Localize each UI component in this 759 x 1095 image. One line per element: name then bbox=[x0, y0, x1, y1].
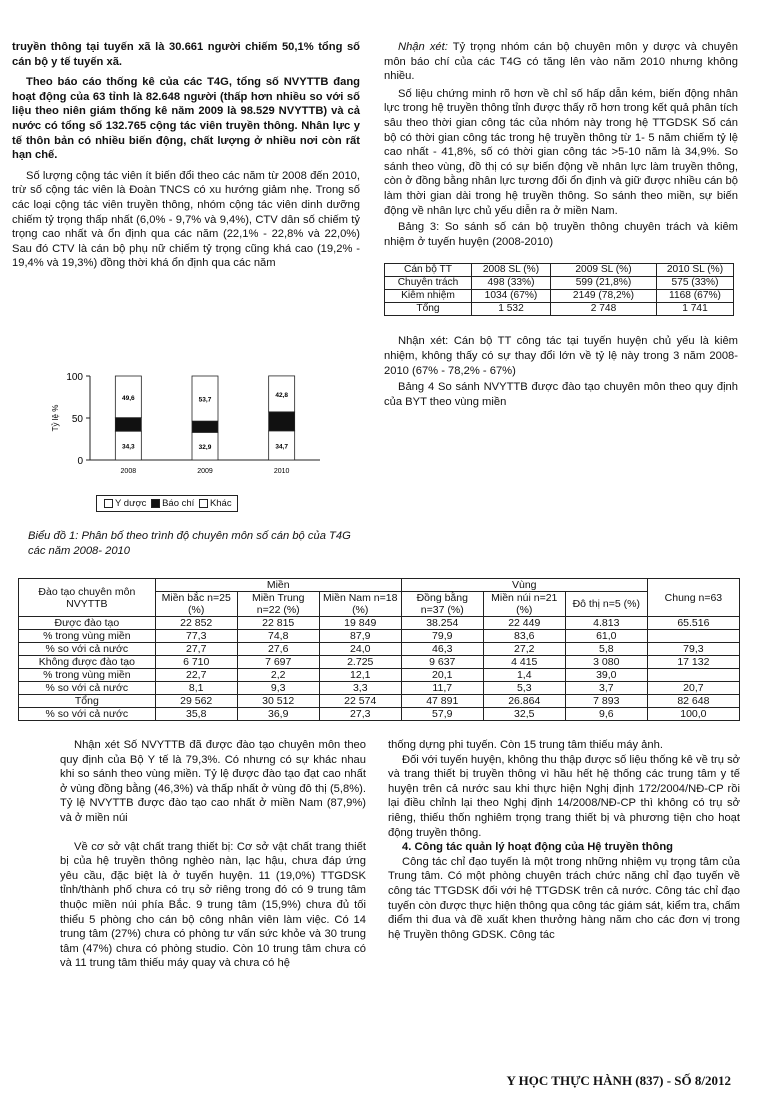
paragraph-text: Tỷ trọng nhóm cán bộ chuyên môn y dược và chuyên môn báo chí của các T4G có tăng lên vào năm 2010 nhưng không nhiều. bbox=[384, 41, 738, 83]
table-cell: Tổng bbox=[385, 303, 472, 316]
table-cell: 9,6 bbox=[565, 708, 647, 721]
table-cell: 22 449 bbox=[483, 617, 565, 630]
table-row bbox=[19, 617, 740, 630]
table-cell: 498 (33%) bbox=[472, 277, 551, 290]
table-cell: Được đào tạo bbox=[19, 617, 156, 630]
table-header-cell: 2009 SL (%) bbox=[551, 264, 657, 277]
table-cell: % trong vùng miền bbox=[19, 630, 156, 643]
y-axis-label: Tỷ lệ % bbox=[51, 404, 60, 432]
y-tick-label: 100 bbox=[66, 372, 83, 383]
table-cell: 9 637 bbox=[401, 656, 483, 669]
table-row bbox=[19, 708, 740, 721]
data-label: 42,8 bbox=[275, 391, 288, 399]
paragraph: truyền thông tại tuyến xã là 30.661 người chiếm 50,1% tổng số cán bộ y tế tuyến xã. bbox=[12, 41, 360, 68]
table-cell: 30 512 bbox=[237, 695, 319, 708]
table-cell: % so với cả nước bbox=[19, 708, 156, 721]
table-cell: Kiêm nhiệm bbox=[385, 290, 472, 303]
paragraph: Về cơ sở vật chất trang thiết bị: Cơ sở vật chất trang thiết bị của hệ truyền thông nghèo nàn, lạc hậu, chưa đáp ứng yêu cầu, đặc biệt là ở tuyến huyện. 11 (19,0%) TTGDSK tỉnh/thành phố chưa có trụ sở riêng trong đó có 9 trung tâm thuộc miền núi phía Bắc. 9 trung tâm (15,9%) chưa đủ tối thiểu 5 phòng cho cán bộ công nhân viên làm việc. Có 14 trung tâm (27%) chưa có phòng tư vấn sức khỏe và 30 trung tâm (47%) chưa có phòng studio. Còn 10 trung tâm chưa có và 11 trung tâm thiếu máy quay và chưa có hệ bbox=[60, 840, 366, 970]
legend-label: Y dược bbox=[115, 498, 147, 509]
table-header-row bbox=[19, 579, 740, 592]
table-header-cell: Cán bộ TT bbox=[385, 264, 472, 277]
table-header-cell: Miền Trung n=22 (%) bbox=[237, 592, 319, 617]
table-header-cell: Chung n=63 bbox=[647, 579, 739, 617]
table-cell: Chuyên trách bbox=[385, 277, 472, 290]
table-cell: 3,3 bbox=[319, 682, 401, 695]
table-cell: 575 (33%) bbox=[657, 277, 734, 290]
table-cell: Không được đào tạo bbox=[19, 656, 156, 669]
left-top-column bbox=[12, 40, 360, 271]
data-label: 34,7 bbox=[275, 443, 288, 451]
journal-footer: Y HỌC THỰC HÀNH (837) - SỐ 8/2012 bbox=[506, 1073, 731, 1088]
table-row bbox=[19, 630, 740, 643]
data-label: 53,7 bbox=[198, 396, 212, 404]
table-cell: 35,8 bbox=[155, 708, 237, 721]
table-header-group: Vùng bbox=[401, 579, 647, 592]
table-row bbox=[19, 656, 740, 669]
table-cell: 38.254 bbox=[401, 617, 483, 630]
table-cell: 4 415 bbox=[483, 656, 565, 669]
table-cell: 87,9 bbox=[319, 630, 401, 643]
table-cell: 32,5 bbox=[483, 708, 565, 721]
table-header-cell: 2008 SL (%) bbox=[472, 264, 551, 277]
table-cell: 1168 (67%) bbox=[657, 290, 734, 303]
table4-title: Bảng 4 So sánh NVYTTB được đào tạo chuyên môn theo quy định của BYT theo vùng miền bbox=[384, 381, 738, 408]
paragraph: Công tác chỉ đạo tuyến là một trong những nhiệm vụ trọng tâm của Trung tâm. Có một phòng chuyên trách chức năng chỉ đạo tuyến về công tác TTGDSK đối với hệ TTGDSK trên cả nước. Công tác chỉ đạo tuyến còn được thực hiện thông qua công tác giám sát, kiểm tra, chấm điểm thi đua và đề xuất khen thưởng hàng năm cho các đơn vị trong hệ Truyền thông GDSK. Công tác bbox=[388, 855, 740, 941]
table-cell: 8,1 bbox=[155, 682, 237, 695]
paragraph: Đối với tuyến huyện, không thu thập được số liệu thống kê về trụ sở và trang thiết bị truyền thông vì hầu hết hệ thống các trung tâm y tế huyện trên cả nước sau khi thực hiện Nghị định 172/2004/NĐ-CP rồi lại điều chỉnh lại theo Nghị định 14/2008/NĐ-CP thì không có trụ sở riêng, thiếu thốn nghiêm trọng trang thiết bị và phương tiện cho hoạt động truyền thông. bbox=[388, 753, 740, 839]
table-cell: % so với cả nước bbox=[19, 643, 156, 656]
table-cell: 1034 (67%) bbox=[472, 290, 551, 303]
table-cell: 2149 (78,2%) bbox=[551, 290, 657, 303]
table-cell: 599 (21,8%) bbox=[551, 277, 657, 290]
table-4 bbox=[18, 578, 740, 721]
bar-chart-figure bbox=[40, 368, 340, 508]
table-cell: 83,6 bbox=[483, 630, 565, 643]
table-cell: 20,1 bbox=[401, 669, 483, 682]
table-cell: 1,4 bbox=[483, 669, 565, 682]
table-cell: 36,9 bbox=[237, 708, 319, 721]
figure-caption: Biểu đồ 1: Phân bố theo trình độ chuyên môn số cán bộ của T4G các năm 2008- 2010 bbox=[28, 530, 351, 557]
table-cell: 22 574 bbox=[319, 695, 401, 708]
table-cell: 2.725 bbox=[319, 656, 401, 669]
table-cell: 3 080 bbox=[565, 656, 647, 669]
table-row bbox=[19, 669, 740, 682]
table-cell: 100,0 bbox=[647, 708, 739, 721]
table-cell bbox=[647, 669, 739, 682]
table-cell: 2,2 bbox=[237, 669, 319, 682]
table-cell: 27,7 bbox=[155, 643, 237, 656]
table-cell: % trong vùng miền bbox=[19, 669, 156, 682]
table-header-cell: Miền Nam n=18 (%) bbox=[319, 592, 401, 617]
y-tick-label: 50 bbox=[71, 414, 83, 425]
table-header-cell: Đô thị n=5 (%) bbox=[565, 592, 647, 617]
table-cell: 20,7 bbox=[647, 682, 739, 695]
table-cell: 27,2 bbox=[483, 643, 565, 656]
table-cell: 22 852 bbox=[155, 617, 237, 630]
table-cell: 65.516 bbox=[647, 617, 739, 630]
x-tick-label: 2010 bbox=[273, 468, 290, 475]
bottom-left-column bbox=[60, 738, 366, 971]
table-row bbox=[385, 277, 734, 290]
table-cell: 1 741 bbox=[657, 303, 734, 316]
table-cell: 17 132 bbox=[647, 656, 739, 669]
table-row bbox=[19, 695, 740, 708]
bottom-right-column bbox=[388, 738, 740, 942]
table-cell: 5,8 bbox=[565, 643, 647, 656]
table3-title: Bảng 3: So sánh số cán bộ truyền thông chuyên trách và kiêm nhiệm ở tuyến huyện (2008-2010) bbox=[384, 221, 738, 248]
y-tick-label: 0 bbox=[77, 456, 83, 467]
table-cell: 5,3 bbox=[483, 682, 565, 695]
table-cell: 3,7 bbox=[565, 682, 647, 695]
table-row bbox=[19, 682, 740, 695]
right-top-column bbox=[384, 40, 738, 409]
data-label: 34,3 bbox=[122, 443, 135, 451]
paragraph: Số lượng cộng tác viên ít biến đổi theo các năm từ 2008 đến 2010, trừ số cộng tác viên là Đoàn TNCS có xu hướng giảm nhẹ. Trong số các loại cộng tác viên truyền thông, nhóm cộng tác viên dinh dưỡng chiếm tỷ trọng thấp nhất (6,0% - 9,7% và 9,4%), CTV dân số chiếm tỷ trọng cao nhất và ổn định qua các năm (22,1% - 22,8% và 22,0%) Sau đó CTV là cán bộ phụ nữ chiếm tỷ trọng cũng khá cao (19,2% - 19,4% và 19,3%) đồng thời khá ổn định qua các năm bbox=[12, 169, 360, 270]
table-row bbox=[385, 303, 734, 316]
table-cell: 74,8 bbox=[237, 630, 319, 643]
table-cell: 2 748 bbox=[551, 303, 657, 316]
x-tick-label: 2009 bbox=[197, 468, 213, 475]
table-cell: 27,6 bbox=[237, 643, 319, 656]
table-cell: 46,3 bbox=[401, 643, 483, 656]
table-cell: 39,0 bbox=[565, 669, 647, 682]
data-label: 32,9 bbox=[198, 444, 212, 452]
table-cell: 79,9 bbox=[401, 630, 483, 643]
x-tick-label: 2008 bbox=[120, 468, 137, 475]
table-4-wrap bbox=[18, 578, 740, 721]
table-cell: 22,7 bbox=[155, 669, 237, 682]
table-cell: 22 815 bbox=[237, 617, 319, 630]
table-header-cell: Đào tạo chuyên môn NVYTTB bbox=[19, 579, 156, 617]
table-header-group: Miền bbox=[155, 579, 401, 592]
table-cell: 4.813 bbox=[565, 617, 647, 630]
paragraph: thống dựng phi tuyến. Còn 15 trung tâm thiếu máy ảnh. bbox=[388, 739, 663, 751]
table-cell: 9,3 bbox=[237, 682, 319, 695]
table-cell: 19 849 bbox=[319, 617, 401, 630]
table-cell bbox=[647, 630, 739, 643]
table-cell: % so với cả nước bbox=[19, 682, 156, 695]
table-cell: 61,0 bbox=[565, 630, 647, 643]
data-label: 49,6 bbox=[122, 394, 135, 402]
paragraph: Nhận xét Số NVYTTB đã được đào tạo chuyên môn theo quy định của Bộ Y tế là 79,3%. Có nhưng có sự khác nhau khi so sánh theo vùng miền. Tỷ lệ được đào tạo đạt cao nhất ở vùng đồng bằng (46,3%) và thấp nhất ở vùng đô thị (5,8%). Tỷ lệ NVYTTB được đào tạo cao nhất ở miền Nam (87,9%) và ở miền núi bbox=[60, 739, 366, 824]
table-header-cell: 2010 SL (%) bbox=[657, 264, 734, 277]
paragraph: Theo báo cáo thống kê của các T4G, tổng số NVYTTB đang hoạt động của 63 tỉnh là 82.648 người (thấp hơn nhiều so với số liệu theo niên giám thống kê năm 2009 là 98.529 NVYTTB) và cả nước có tổng số 132.765 cộng tác viên truyền thông. Nhân lực y tế thôn bản có nhiều biến động, chất lượng ở nhiều nơi còn rất hạn chế. bbox=[12, 76, 360, 162]
table-header-cell: Đồng bằng n=37 (%) bbox=[401, 592, 483, 617]
table-cell: 7 893 bbox=[565, 695, 647, 708]
table-cell: 11,7 bbox=[401, 682, 483, 695]
table-header-row bbox=[385, 264, 734, 277]
table-3 bbox=[384, 263, 734, 316]
table-cell: 77,3 bbox=[155, 630, 237, 643]
bar-segment bbox=[115, 418, 141, 432]
table-cell: 29 562 bbox=[155, 695, 237, 708]
table-cell: 24,0 bbox=[319, 643, 401, 656]
table-row bbox=[385, 290, 734, 303]
table-cell: 82 648 bbox=[647, 695, 739, 708]
table-cell: 7 697 bbox=[237, 656, 319, 669]
table-cell: 6 710 bbox=[155, 656, 237, 669]
table-cell: 79,3 bbox=[647, 643, 739, 656]
bar-segment bbox=[192, 421, 218, 432]
table-cell: 47 891 bbox=[401, 695, 483, 708]
table-cell: Tổng bbox=[19, 695, 156, 708]
remark-lead: Nhận xét: bbox=[398, 41, 448, 53]
table-header-cell: Miền bắc n=25 (%) bbox=[155, 592, 237, 617]
table-row bbox=[19, 643, 740, 656]
bar-chart bbox=[40, 368, 340, 508]
table-header-cell: Miền núi n=21 (%) bbox=[483, 592, 565, 617]
table-cell: 26.864 bbox=[483, 695, 565, 708]
bar-segment bbox=[269, 412, 295, 431]
table-cell: 57,9 bbox=[401, 708, 483, 721]
table-cell: 27,3 bbox=[319, 708, 401, 721]
legend-label: Báo chí bbox=[162, 498, 195, 509]
legend-label: Khác bbox=[209, 498, 232, 509]
section-heading: 4. Công tác quản lý hoạt động của Hệ truyền thông bbox=[402, 841, 673, 854]
paragraph: Nhận xét: Cán bộ TT công tác tại tuyến huyện chủ yếu là kiêm nhiệm, không thấy có sự thay đổi lớn về tỷ lệ này trong 3 năm 2008-2010 (67% - 78,2% - 67%) bbox=[384, 335, 738, 377]
table-cell: 12,1 bbox=[319, 669, 401, 682]
chart-legend bbox=[96, 493, 238, 512]
paragraph bbox=[384, 40, 738, 84]
paragraph: Số liệu chứng minh rõ hơn về chỉ số hấp dẫn kém, biến động nhân lực trong hệ truyền thông tỉnh được thấy rõ hơn trong kết quả phân tích sâu theo thời gian công tác của nhóm này trong hệ TTGDSK Số cán bộ có thời gian công tác trong hệ truyền thông từ 1- 5 năm chiếm tỷ lệ cao nhất - 41,8%, số có thời gian công tác >5-10 năm là 34,9%. So sánh theo vùng, đồ thị có sự biến động về nhân lực làm truyền thông, còn ở đồng bằng nhân lực tương đối ổn định và giữ được nhiều cán bộ làm thời gian dài trong hệ truyền thông. So sánh theo miền, sự biến động về nhân lực chủ yếu diễn ra ở miền Nam. bbox=[384, 87, 738, 217]
table-cell: 1 532 bbox=[472, 303, 551, 316]
